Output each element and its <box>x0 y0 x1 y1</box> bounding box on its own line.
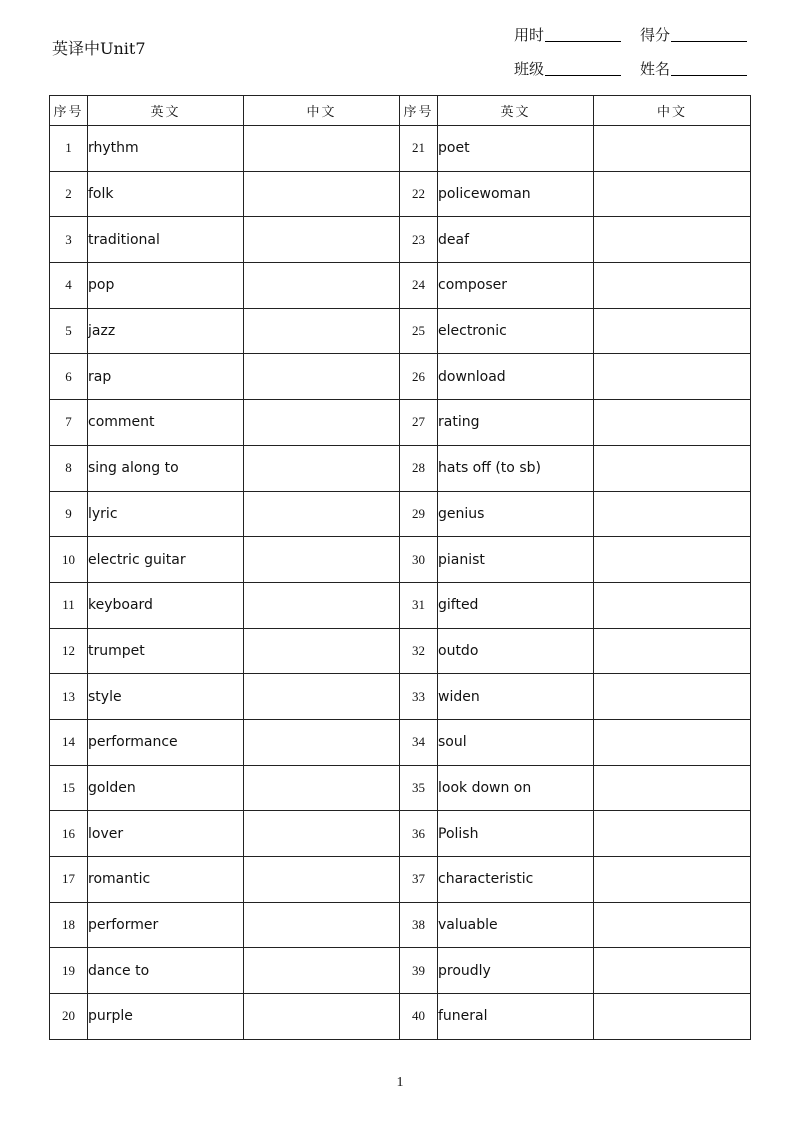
table-row <box>50 308 751 354</box>
english-word-left: sing along to <box>88 445 244 491</box>
row-number-right: 37 <box>400 857 438 903</box>
english-word-left: performance <box>88 719 244 765</box>
english-word-right: deaf <box>438 217 594 263</box>
english-word-right: widen <box>438 674 594 720</box>
chinese-answer-cell-left[interactable] <box>244 491 400 537</box>
chinese-answer-cell-right[interactable] <box>594 948 751 994</box>
row-number-left: 11 <box>50 582 88 628</box>
row-number-left: 12 <box>50 628 88 674</box>
english-word-left: jazz <box>88 308 244 354</box>
chinese-answer-cell-right[interactable] <box>594 445 751 491</box>
chinese-answer-cell-right[interactable] <box>594 491 751 537</box>
chinese-answer-cell-left[interactable] <box>244 674 400 720</box>
table-row <box>50 263 751 309</box>
english-word-right: characteristic <box>438 857 594 903</box>
english-word-right: pianist <box>438 537 594 583</box>
chinese-answer-cell-right[interactable] <box>594 217 751 263</box>
row-number-right: 21 <box>400 126 438 172</box>
chinese-answer-cell-left[interactable] <box>244 994 400 1040</box>
row-number-left: 8 <box>50 445 88 491</box>
row-number-left: 19 <box>50 948 88 994</box>
score-blank-line <box>671 41 747 42</box>
english-word-left: rap <box>88 354 244 400</box>
document-title: 英译中Unit7 <box>52 39 146 58</box>
vocabulary-table <box>49 95 751 1040</box>
table-row <box>50 354 751 400</box>
table-row <box>50 537 751 583</box>
row-number-right: 32 <box>400 628 438 674</box>
chinese-answer-cell-left[interactable] <box>244 217 400 263</box>
chinese-answer-cell-left[interactable] <box>244 400 400 446</box>
chinese-answer-cell-right[interactable] <box>594 811 751 857</box>
chinese-answer-cell-left[interactable] <box>244 902 400 948</box>
class-label: 班级 <box>514 60 545 78</box>
column-header-english-left: 英文 <box>88 96 244 126</box>
english-word-left: trumpet <box>88 628 244 674</box>
table-row <box>50 582 751 628</box>
row-number-right: 33 <box>400 674 438 720</box>
table-row <box>50 400 751 446</box>
row-number-right: 28 <box>400 445 438 491</box>
row-number-right: 36 <box>400 811 438 857</box>
row-number-right: 31 <box>400 582 438 628</box>
row-number-right: 22 <box>400 171 438 217</box>
table-row <box>50 491 751 537</box>
chinese-answer-cell-left[interactable] <box>244 948 400 994</box>
row-number-right: 34 <box>400 719 438 765</box>
name-label: 姓名 <box>640 60 671 78</box>
row-number-left: 4 <box>50 263 88 309</box>
chinese-answer-cell-right[interactable] <box>594 354 751 400</box>
english-word-left: romantic <box>88 857 244 903</box>
table-row <box>50 217 751 263</box>
row-number-right: 30 <box>400 537 438 583</box>
table-row <box>50 994 751 1040</box>
row-number-right: 27 <box>400 400 438 446</box>
english-word-right: valuable <box>438 902 594 948</box>
english-word-left: lover <box>88 811 244 857</box>
chinese-answer-cell-right[interactable] <box>594 994 751 1040</box>
name-blank-line <box>671 75 747 76</box>
english-word-left: traditional <box>88 217 244 263</box>
column-header-chinese-left: 中文 <box>244 96 400 126</box>
column-header-english-right: 英文 <box>438 96 594 126</box>
row-number-left: 13 <box>50 674 88 720</box>
chinese-answer-cell-right[interactable] <box>594 719 751 765</box>
english-word-right: policewoman <box>438 171 594 217</box>
row-number-left: 2 <box>50 171 88 217</box>
english-word-left: golden <box>88 765 244 811</box>
english-word-right: soul <box>438 719 594 765</box>
english-word-left: electric guitar <box>88 537 244 583</box>
row-number-left: 3 <box>50 217 88 263</box>
english-word-left: comment <box>88 400 244 446</box>
chinese-answer-cell-right[interactable] <box>594 674 751 720</box>
english-word-right: funeral <box>438 994 594 1040</box>
english-word-right: rating <box>438 400 594 446</box>
row-number-left: 14 <box>50 719 88 765</box>
english-word-right: outdo <box>438 628 594 674</box>
chinese-answer-cell-right[interactable] <box>594 902 751 948</box>
english-word-left: lyric <box>88 491 244 537</box>
row-number-right: 40 <box>400 994 438 1040</box>
english-word-right: genius <box>438 491 594 537</box>
english-word-left: rhythm <box>88 126 244 172</box>
table-row <box>50 674 751 720</box>
score-label: 得分 <box>640 26 671 44</box>
chinese-answer-cell-left[interactable] <box>244 857 400 903</box>
chinese-answer-cell-right[interactable] <box>594 765 751 811</box>
english-word-right: proudly <box>438 948 594 994</box>
column-header-chinese-right: 中文 <box>594 96 751 126</box>
english-word-right: look down on <box>438 765 594 811</box>
row-number-left: 1 <box>50 126 88 172</box>
english-word-left: dance to <box>88 948 244 994</box>
chinese-answer-cell-left[interactable] <box>244 354 400 400</box>
column-header-number-left: 序号 <box>50 96 88 126</box>
chinese-answer-cell-right[interactable] <box>594 263 751 309</box>
english-word-left: style <box>88 674 244 720</box>
table-row <box>50 445 751 491</box>
time-field <box>514 22 621 44</box>
chinese-answer-cell-right[interactable] <box>594 171 751 217</box>
chinese-answer-cell-left[interactable] <box>244 719 400 765</box>
chinese-answer-cell-left[interactable] <box>244 126 400 172</box>
row-number-left: 7 <box>50 400 88 446</box>
table-body <box>50 126 751 1040</box>
class-field <box>514 56 621 78</box>
english-word-right: poet <box>438 126 594 172</box>
english-word-right: composer <box>438 263 594 309</box>
row-number-right: 35 <box>400 765 438 811</box>
chinese-answer-cell-right[interactable] <box>594 400 751 446</box>
class-blank-line <box>545 75 621 76</box>
chinese-answer-cell-left[interactable] <box>244 263 400 309</box>
page-number: 1 <box>396 1075 404 1090</box>
chinese-answer-cell-left[interactable] <box>244 171 400 217</box>
english-word-left: folk <box>88 171 244 217</box>
english-word-right: download <box>438 354 594 400</box>
chinese-answer-cell-right[interactable] <box>594 628 751 674</box>
table-row <box>50 902 751 948</box>
row-number-right: 39 <box>400 948 438 994</box>
chinese-answer-cell-right[interactable] <box>594 126 751 172</box>
english-word-right: gifted <box>438 582 594 628</box>
row-number-left: 10 <box>50 537 88 583</box>
chinese-answer-cell-left[interactable] <box>244 765 400 811</box>
table-row <box>50 628 751 674</box>
row-number-left: 20 <box>50 994 88 1040</box>
table-row <box>50 857 751 903</box>
row-number-right: 38 <box>400 902 438 948</box>
table-header-row <box>50 96 751 126</box>
chinese-answer-cell-left[interactable] <box>244 811 400 857</box>
time-blank-line <box>545 41 621 42</box>
chinese-answer-cell-left[interactable] <box>244 537 400 583</box>
row-number-right: 23 <box>400 217 438 263</box>
row-number-left: 18 <box>50 902 88 948</box>
time-label: 用时 <box>514 26 545 44</box>
column-header-number-right: 序号 <box>400 96 438 126</box>
table-row <box>50 765 751 811</box>
chinese-answer-cell-left[interactable] <box>244 308 400 354</box>
row-number-right: 29 <box>400 491 438 537</box>
table-row <box>50 948 751 994</box>
english-word-left: purple <box>88 994 244 1040</box>
table-row <box>50 171 751 217</box>
english-word-left: performer <box>88 902 244 948</box>
chinese-answer-cell-left[interactable] <box>244 628 400 674</box>
english-word-right: hats off (to sb) <box>438 445 594 491</box>
english-word-left: keyboard <box>88 582 244 628</box>
english-word-left: pop <box>88 263 244 309</box>
row-number-left: 9 <box>50 491 88 537</box>
row-number-left: 6 <box>50 354 88 400</box>
chinese-answer-cell-left[interactable] <box>244 582 400 628</box>
chinese-answer-cell-right[interactable] <box>594 537 751 583</box>
row-number-right: 24 <box>400 263 438 309</box>
score-field <box>640 22 747 44</box>
row-number-left: 17 <box>50 857 88 903</box>
table-row <box>50 126 751 172</box>
chinese-answer-cell-left[interactable] <box>244 445 400 491</box>
chinese-answer-cell-right[interactable] <box>594 308 751 354</box>
row-number-right: 26 <box>400 354 438 400</box>
english-word-right: electronic <box>438 308 594 354</box>
row-number-left: 5 <box>50 308 88 354</box>
english-word-right: Polish <box>438 811 594 857</box>
chinese-answer-cell-right[interactable] <box>594 582 751 628</box>
table-row <box>50 719 751 765</box>
table-row <box>50 811 751 857</box>
row-number-left: 15 <box>50 765 88 811</box>
row-number-right: 25 <box>400 308 438 354</box>
name-field <box>640 56 747 78</box>
chinese-answer-cell-right[interactable] <box>594 857 751 903</box>
row-number-left: 16 <box>50 811 88 857</box>
